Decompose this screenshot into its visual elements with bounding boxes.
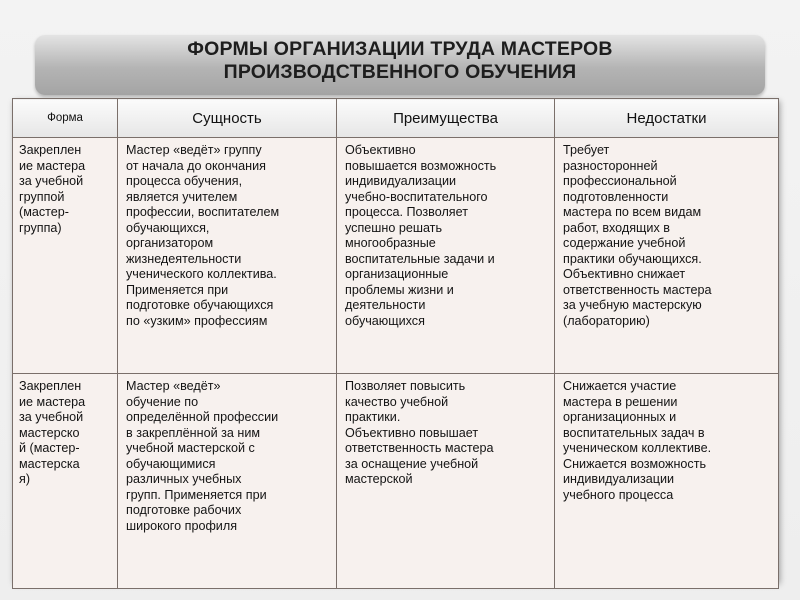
cell-form-text: Закреплен ие мастера за учебной группой (мастер- группа) [19,143,86,235]
cell-form [13,138,118,374]
table-header-row [13,99,779,138]
table-row [13,374,779,589]
header-advantages: Преимущества [337,99,555,138]
cell-disadvantages-text: Снижается участие мастера в решении организационных и воспитательных задач в ученическом коллективе. Снижается возможность индивидуализации учебного процесса [563,379,712,502]
cell-essence-text: Мастер «ведёт» группу от начала до окончания процесса обучения, является учителем профессии, воспитателем обучающихся, организатором жизнедеятельности ученического коллектива. Применяется при подготовке обучающихся по «узким» профессиям [126,143,280,328]
table-row [13,138,779,374]
header-essence: Сущность [118,99,337,138]
header-form: Форма [13,99,118,138]
cell-essence [118,138,337,374]
cell-form-text: Закреплен ие мастера за учебной мастерско й (мастер- мастерска я) [19,379,86,486]
cell-form [13,374,118,589]
slide-title [35,38,765,84]
cell-essence [118,374,337,589]
cell-essence-text: Мастер «ведёт» обучение по определённой профессии в закреплённой за ним учебной мастерской с обучающимися различных учебных групп. Применяется при подготовке рабочих широкого профиля [126,379,279,533]
cell-advantages-text: Объективно повышается возможность индивидуализации учебно-воспитательного процесса. Позволяет успешно решать многообразные воспитательные задачи и организационные проблемы жизни и деятельности обучающихся [345,143,497,328]
slide-title-line-2: ПРОИЗВОДСТВЕННОГО ОБУЧЕНИЯ [223,61,577,83]
comparison-table-wrapper [12,98,778,581]
slide-title-line-1: ФОРМЫ ОРГАНИЗАЦИИ ТРУДА МАСТЕРОВ [187,38,613,60]
comparison-table [12,98,779,589]
cell-advantages-text: Позволяет повысить качество учебной практики. Объективно повышает ответственность мастера за оснащение учебной мастерской [345,379,494,486]
cell-advantages [337,374,555,589]
cell-disadvantages-text: Требует разносторонней профессиональной подготовленности мастера по всем видам работ, входящих в содержание учебной практики обучающихся. Объективно снижает ответственность мастера за учебную мастерскую (лабораторию) [563,143,712,328]
cell-advantages [337,138,555,374]
cell-disadvantages [555,138,779,374]
header-disadvantages: Недостатки [555,99,779,138]
cell-disadvantages [555,374,779,589]
